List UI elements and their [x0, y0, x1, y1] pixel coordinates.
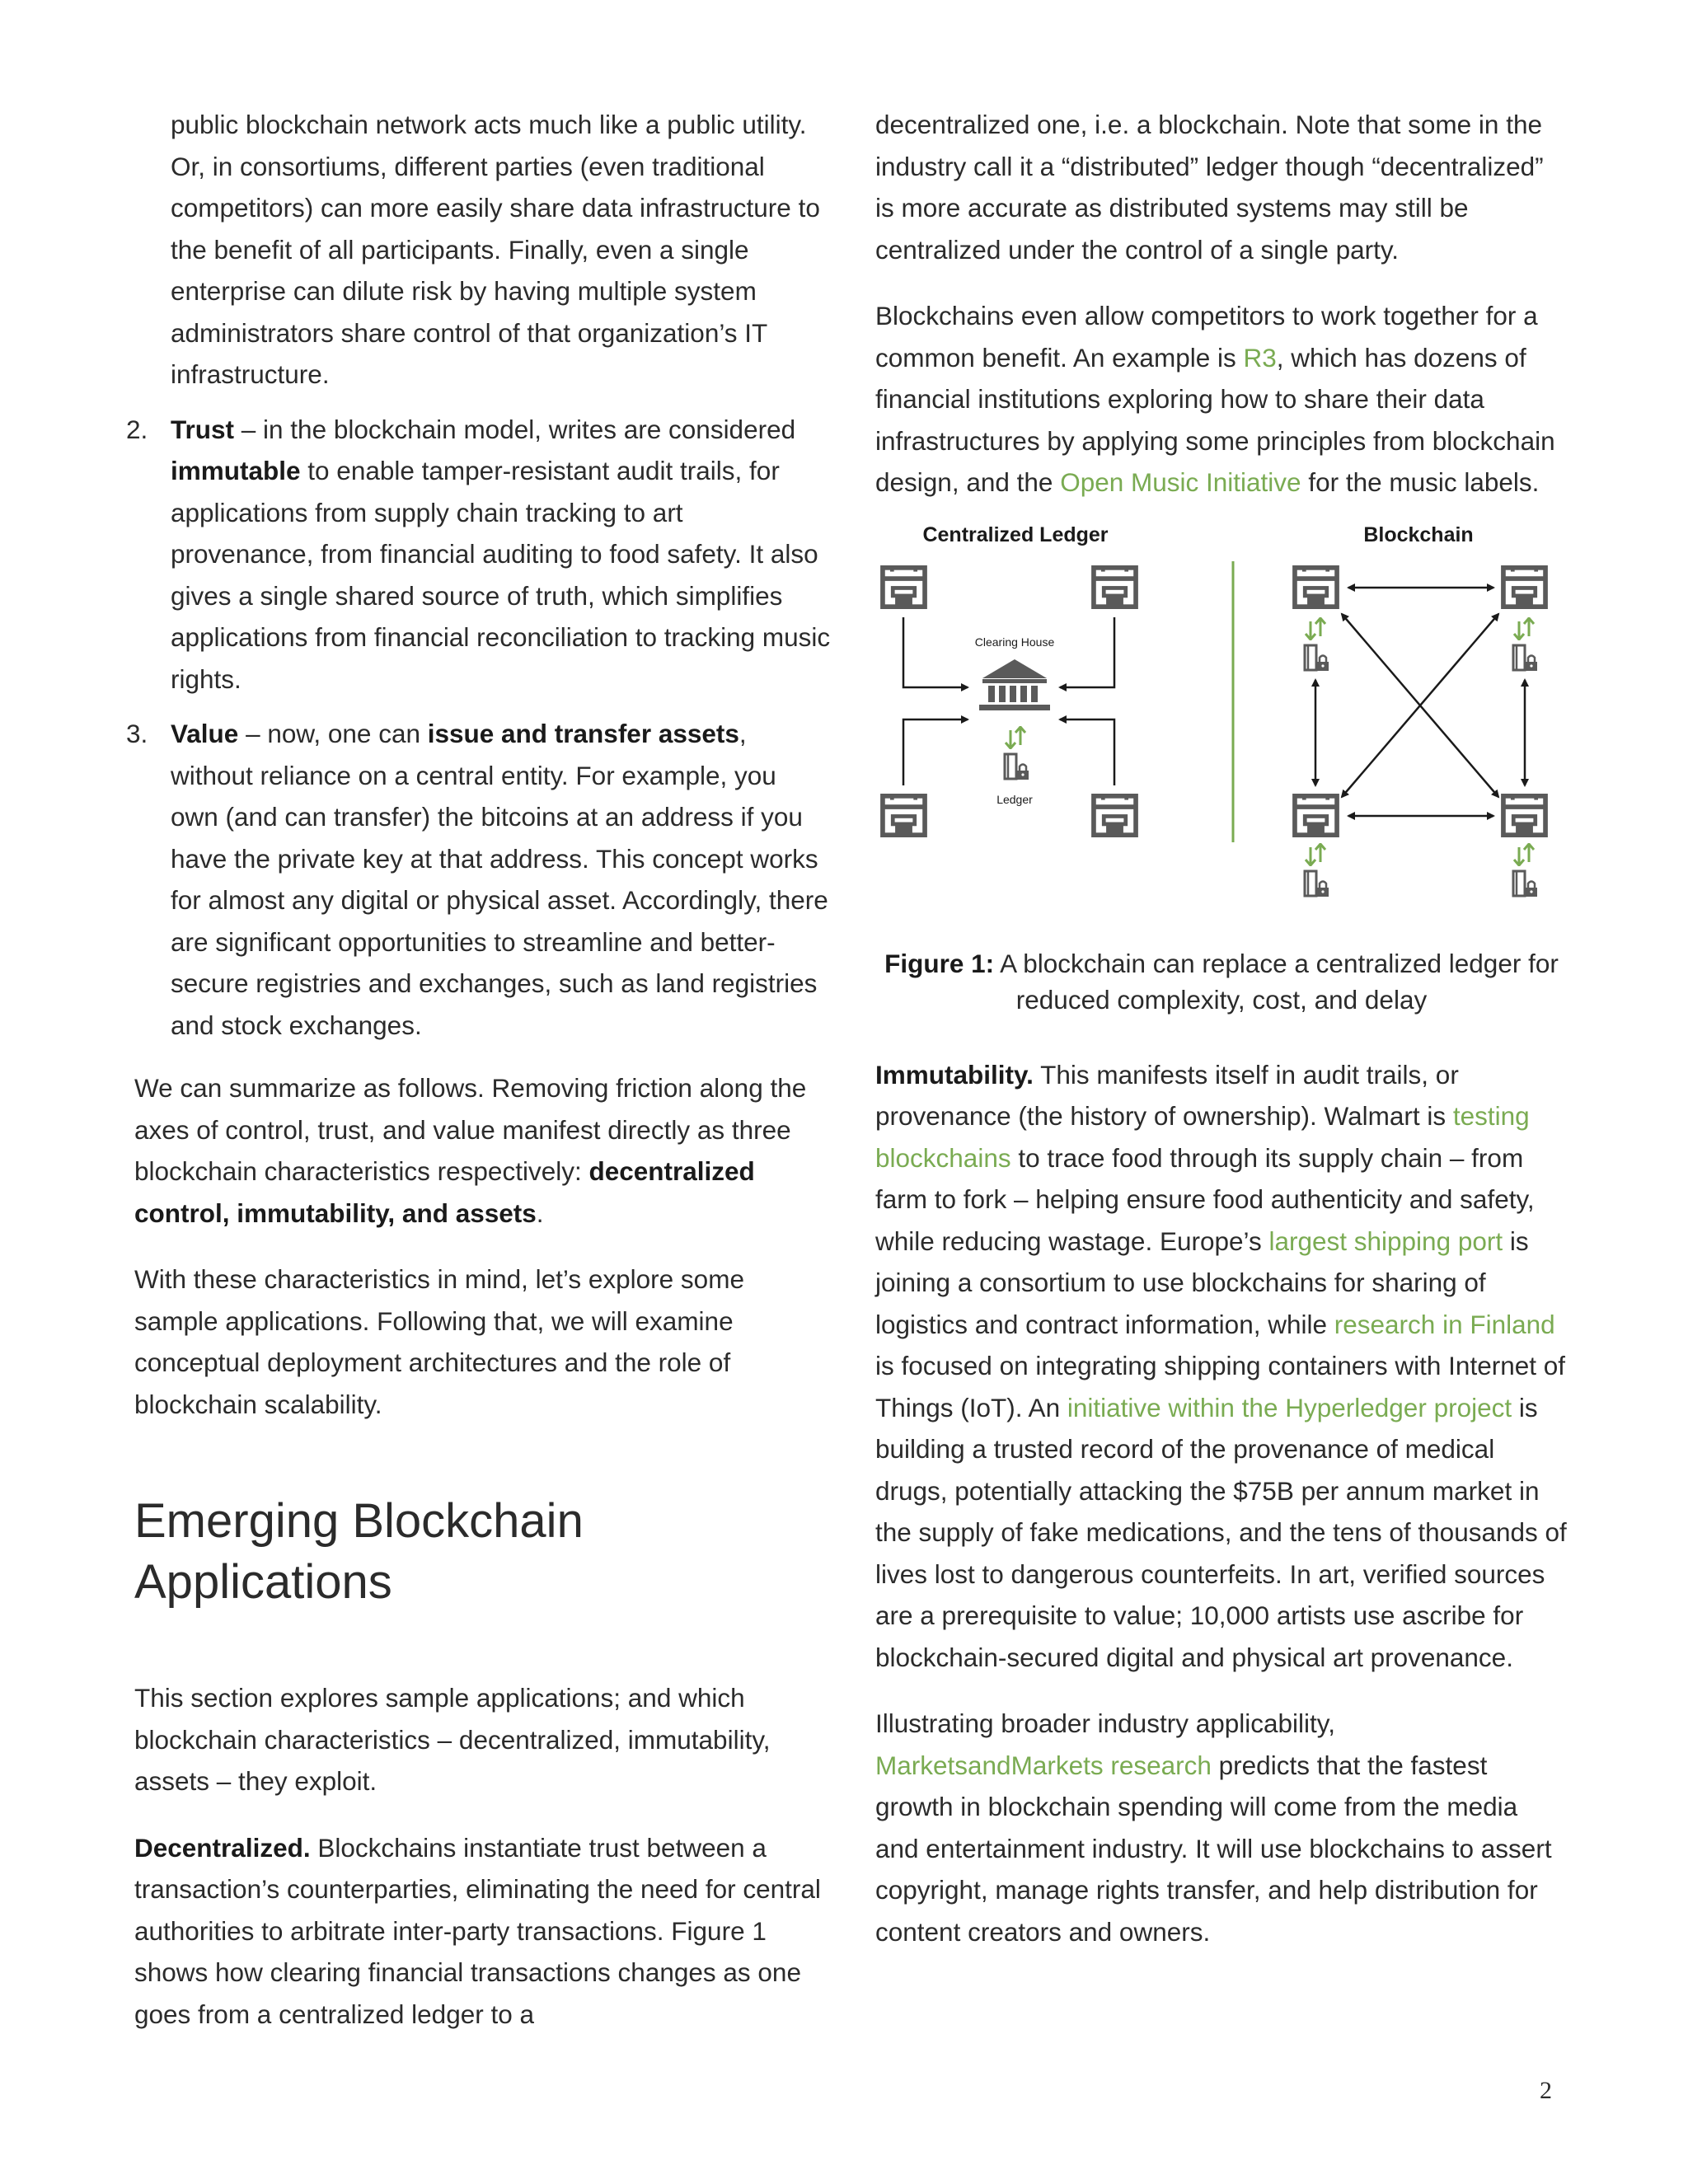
text: Illustrating broader industry applicability, [875, 1708, 1335, 1738]
ledger-icon [1513, 645, 1537, 671]
heading-line: Emerging Blockchain [134, 1494, 584, 1548]
text: to trace food through its supply chain – from farm to fork – helping ensure food authenticity and safety, while reducing wastage. Europe’s [875, 1142, 1535, 1256]
term-decentralized: Decentralized. [134, 1832, 311, 1863]
text: to enable tamper-resistant audit trails, for applications from supply chain tracking to art provenance, from financial auditing to food safety. It also gives a single shared source of truth, which simplifies applications from financial reconciliation to tracking music rights. [171, 456, 831, 694]
list-number: 3. [126, 719, 148, 748]
update-arrows-icon [1006, 727, 1025, 748]
clearing-house-icon [979, 659, 1050, 710]
building-icon [1295, 794, 1337, 835]
update-arrows-icon [1514, 844, 1534, 865]
link-open-music-initiative[interactable]: Open Music Initiative [1060, 467, 1301, 497]
paragraph-section-intro: This section explores sample applications; and which blockchain characteristics – decentralized, immutability, assets – they exploit. [134, 1683, 771, 1796]
ledger-icon [1005, 754, 1029, 780]
centralized-ledger-title: Centralized Ledger [922, 523, 1109, 546]
building-icon [883, 794, 925, 835]
update-arrows-icon [1514, 618, 1534, 640]
term-immutable: immutable [171, 456, 301, 485]
term-assets: issue and transfer assets [427, 719, 739, 748]
text: We can summarize as follows. Removing friction along the axes of control, trust, and value manifest directly as three blockchain characteristics respectively: [134, 1073, 807, 1186]
building-icon [883, 565, 925, 607]
peer-arrows [1315, 588, 1525, 816]
ledger-diagram [875, 517, 1568, 945]
update-arrows-icon [1306, 844, 1325, 865]
building-icon [1295, 565, 1337, 607]
caption-text: A blockchain can replace a centralized ledger for reduced complexity, cost, and delay [994, 948, 1559, 1015]
link-r3[interactable]: R3 [1243, 342, 1277, 373]
text: – in the blockchain model, writes are considered [234, 414, 796, 444]
text: Blockchains even allow competitors to work together for a common benefit. An example is [875, 301, 1538, 373]
paragraph-utility: public blockchain network acts much like a public utility. Or, in consortiums, different parties (even traditional competitors) can more easily share data infrastructure to the benefit of all participants. Finally, even a single enterprise can dilute risk by having multiple system administrators share control of that organization’s IT infrastructure. [171, 110, 820, 389]
text: – now, one can [238, 719, 428, 748]
left-column [126, 104, 831, 2035]
building-icon [1094, 565, 1136, 607]
building-icon [1503, 794, 1545, 835]
list-item-value [126, 713, 831, 1046]
heading-line: Applications [134, 1555, 392, 1609]
term-characteristics: decentralized control, immutability, and assets [134, 1156, 755, 1228]
text: for the music labels. [1301, 467, 1540, 497]
building-icon [1094, 794, 1136, 835]
text: Blockchains instantiate trust between a transaction’s counterparties, eliminating the need for central authorities to arbitrate inter-party transactions. Figure 1 shows how clearing financial transactions changes as one goes from a centralized ledger to a [134, 1832, 821, 2029]
term-immutability: Immutability. [875, 1059, 1034, 1090]
link-hyperledger-initiative[interactable]: initiative within the Hyperledger project [1067, 1392, 1512, 1422]
text: is building a trusted record of the provenance of medical drugs, potentially attacking the $75B per annum market in the supply of fake medications, and the tens of thousands of lives lost to dangerous counterfeits. In art, verified sources are a prerequisite to value; 10,000 artists use ascribe for blockchain-secured digital and physical art provenance. [875, 1392, 1567, 1672]
ledger-label: Ledger [996, 792, 1033, 806]
text: , which has dozens of financial institutions exploring how to share their data infrastructures by applying some principles from blockchain design, and the [875, 342, 1555, 497]
paragraph-summary [134, 1067, 831, 1234]
section-heading [134, 1491, 831, 1613]
paragraph-broader [875, 1703, 1568, 1952]
term-value: Value [171, 719, 239, 748]
list-item-continuation [134, 104, 831, 396]
update-arrows-icon [1306, 618, 1325, 640]
paragraph-immutability [875, 1054, 1568, 1679]
figure-caption [875, 945, 1568, 1018]
text: is focused on integrating shipping containers with Internet of Things (IoT). An [875, 1351, 1566, 1422]
figure-1 [875, 517, 1568, 945]
text: is joining a consortium to use blockchains for sharing of logistics and contract information, while [875, 1226, 1529, 1339]
text: predicts that the fastest growth in blockchain spending will come from the media and entertainment industry. It will use blockchains to assert copyright, manage rights transfer, and help distribution for content creators and owners. [875, 1750, 1552, 1947]
caption-label: Figure 1: [884, 948, 995, 978]
paragraph-decentralized [134, 1827, 831, 2036]
ledger-icon [1513, 871, 1537, 897]
link-marketsandmarkets-research[interactable]: MarketsandMarkets research [875, 1750, 1212, 1780]
paragraph-decentralized-cont: decentralized one, i.e. a blockchain. Note that some in the industry call it a “distributed” ledger though “decentralized” is more accurate as distributed systems may still be centralized under the control of a single party. [875, 110, 1544, 265]
clearing-house-label: Clearing House [974, 635, 1055, 649]
term-trust: Trust [171, 414, 235, 444]
text: This manifests itself in audit trails, or provenance (the history of ownership). Walmart is [875, 1059, 1459, 1131]
paragraph-explore: With these characteristics in mind, let’s explore some sample applications. Following that, we will examine conceptual deployment architectures and the role of blockchain scalability. [134, 1264, 744, 1419]
text: . [536, 1197, 544, 1228]
ledger-icon [1305, 645, 1329, 671]
ledger-icon [1305, 871, 1329, 897]
page-number: 2 [1540, 2077, 1552, 2104]
blockchain-title: Blockchain [1363, 523, 1474, 546]
paragraph-competitors [875, 295, 1568, 504]
text: , without reliance on a central entity. For example, you own (and can transfer) the bitcoins at an address if you have the private key at that address. This concept works for almost any digital or physical asset. Accordingly, there are significant opportunities to streamline and better-secure registries and exchanges, such as land registries and stock exchanges. [171, 719, 828, 1040]
list-number: 2. [126, 414, 148, 444]
building-icon [1503, 565, 1545, 607]
link-testing-blockchains[interactable]: testing blockchains [875, 1101, 1530, 1173]
list-item-trust [126, 409, 831, 701]
right-column [875, 104, 1568, 1952]
link-largest-shipping-port[interactable]: largest shipping port [1268, 1226, 1503, 1256]
link-research-in-finland[interactable]: research in Finland [1334, 1309, 1555, 1339]
